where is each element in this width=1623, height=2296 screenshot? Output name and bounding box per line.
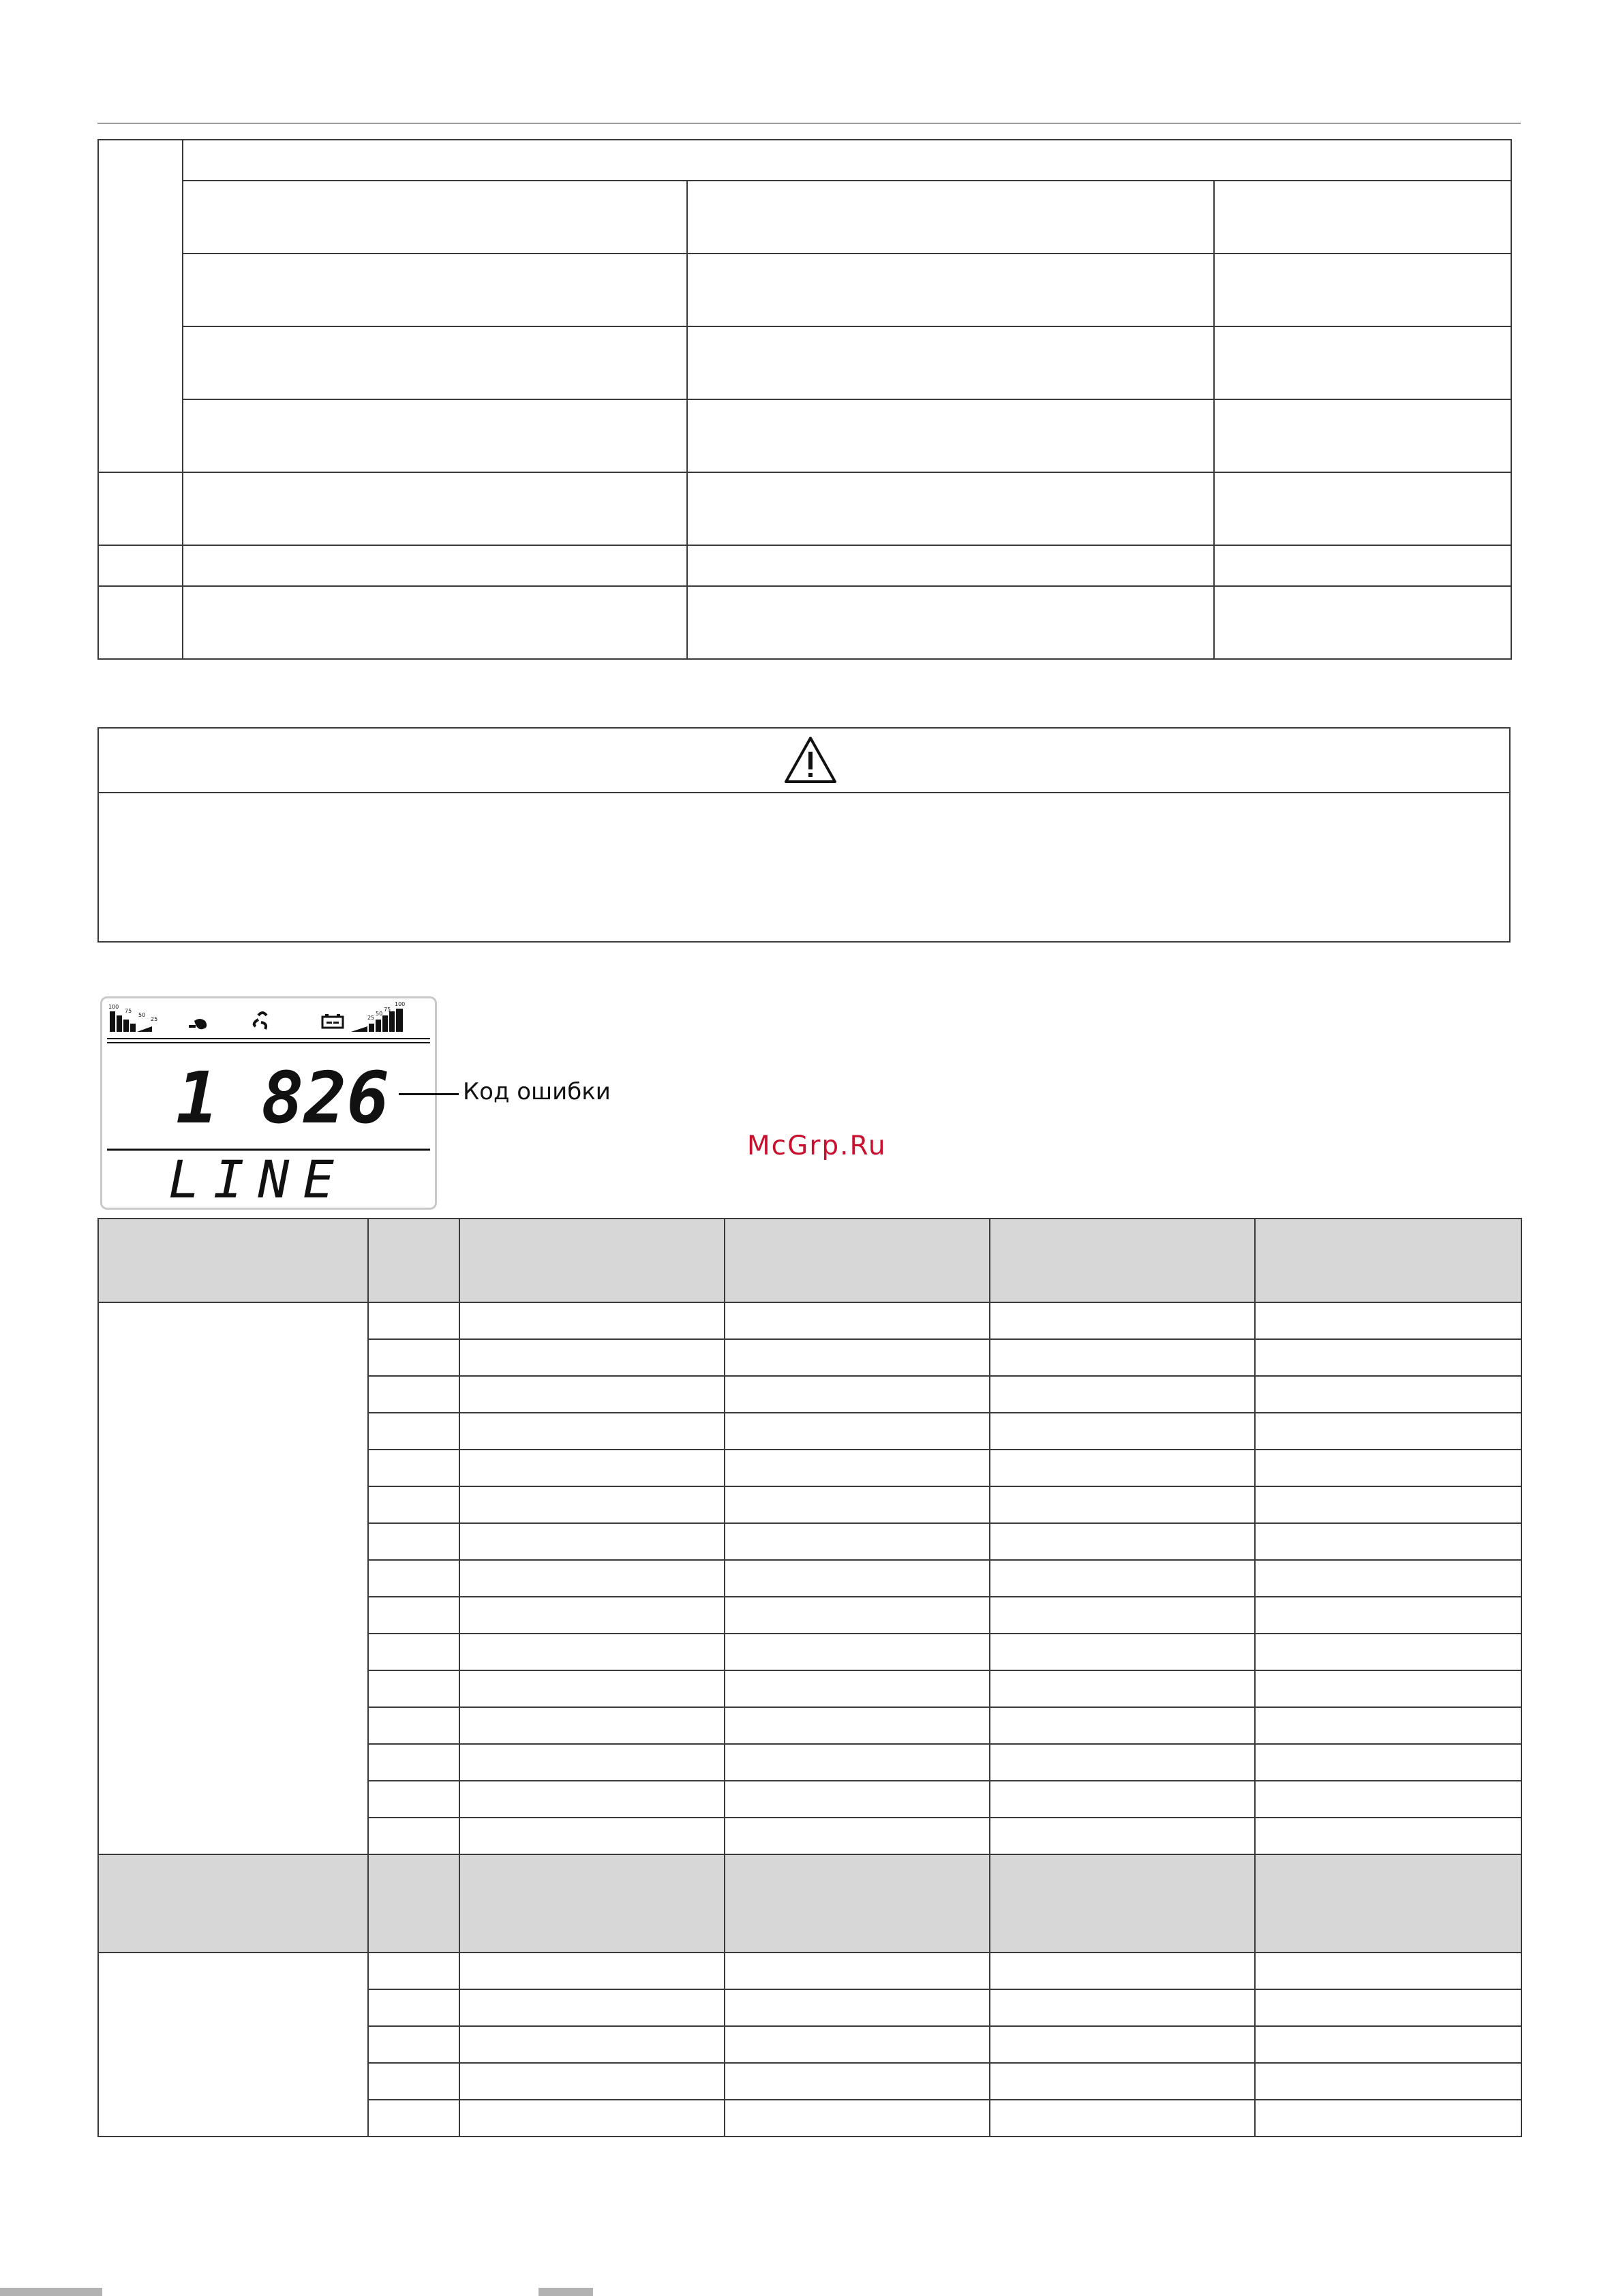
table-row <box>98 586 1511 659</box>
lcd-display <box>100 996 437 1210</box>
cropped-footer-mark <box>539 2288 593 2296</box>
table-row <box>98 472 1511 545</box>
group-cell <box>98 1953 368 2137</box>
battery-scale-label: 25 <box>367 1015 375 1021</box>
error-code-readout: 1 826 <box>175 1056 389 1139</box>
warning-triangle-icon <box>783 735 838 784</box>
cropped-footer-mark <box>0 2288 102 2296</box>
callout-label: Код ошибки <box>463 1078 611 1105</box>
load-scale-label: 75 <box>125 1008 132 1014</box>
table-row <box>98 254 1511 326</box>
callout-line <box>399 1093 459 1095</box>
header-rule <box>97 123 1521 124</box>
load-level-icon <box>110 1011 152 1032</box>
battery-scale-label: 50 <box>376 1011 383 1017</box>
battery-scale-label: 100 <box>395 1001 406 1007</box>
lcd-segments <box>100 996 437 1210</box>
load-scale-label: 50 <box>138 1012 146 1018</box>
table-row <box>98 326 1511 399</box>
load-scale-label: 25 <box>151 1016 158 1022</box>
table-row <box>98 1953 1521 1989</box>
warning-box <box>97 727 1511 943</box>
table-row <box>98 181 1511 254</box>
battery-icon <box>322 1014 343 1028</box>
mode-readout: LINE <box>168 1149 348 1210</box>
fan-icon <box>254 1013 267 1029</box>
table-header-row <box>98 1219 1521 1302</box>
watermark: McGrp.Ru <box>747 1131 887 1161</box>
error-code-table <box>97 1218 1522 2137</box>
warning-header <box>99 729 1509 793</box>
table-cell <box>98 140 183 472</box>
table-row <box>98 1302 1521 1339</box>
status-table <box>97 139 1512 660</box>
battery-scale-label: 75 <box>384 1007 391 1013</box>
table-row <box>98 399 1511 472</box>
table-header-row <box>98 1854 1521 1953</box>
table-cell <box>183 140 1511 181</box>
table-row <box>98 140 1511 181</box>
plug-icon <box>189 1019 207 1029</box>
load-scale-label: 100 <box>108 1004 119 1010</box>
group-cell <box>98 1302 368 1854</box>
table-row <box>98 545 1511 586</box>
